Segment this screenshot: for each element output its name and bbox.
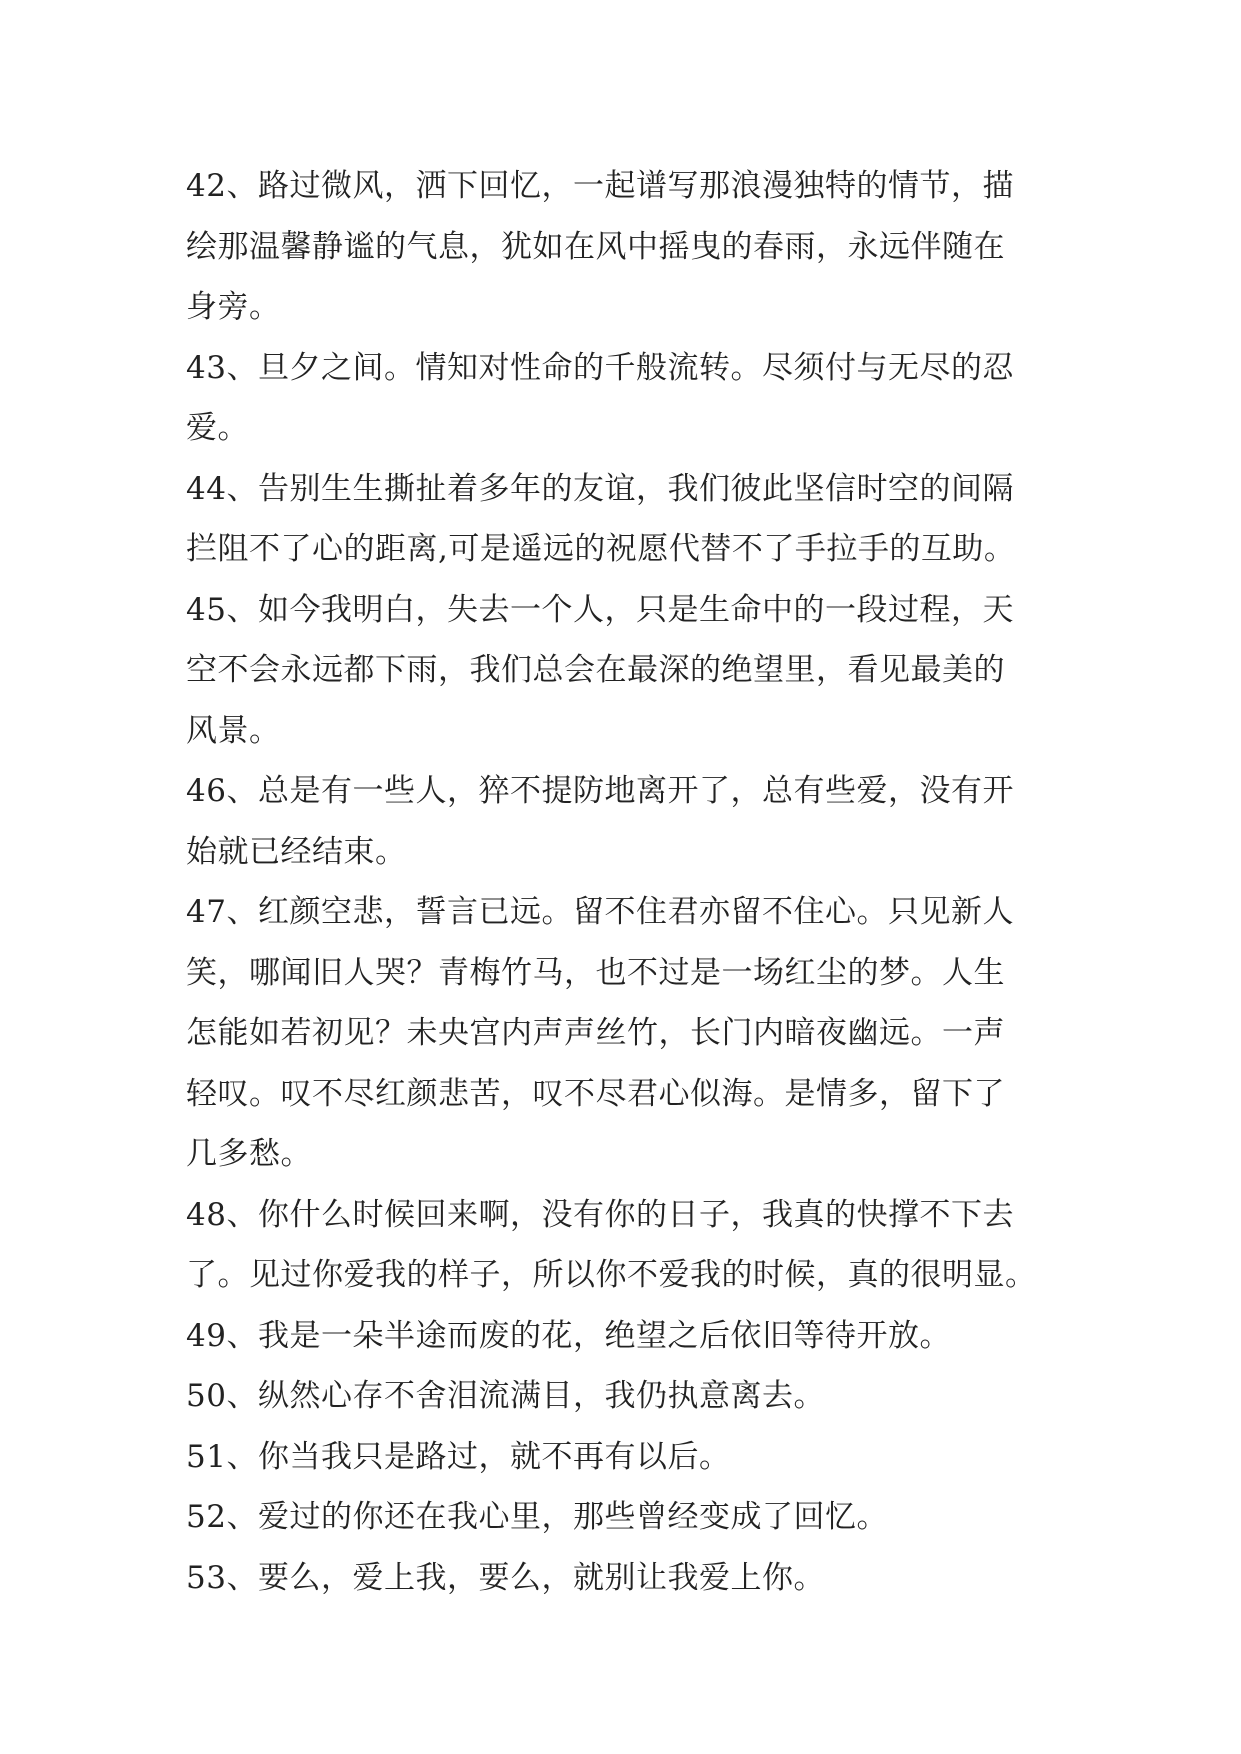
- text-line: 爱。: [186, 410, 249, 446]
- text-line: 47、红颜空悲，誓言已远。留不住君亦留不住心。只见新人: [186, 894, 1014, 930]
- text-line: 始就已经结束。: [186, 833, 407, 870]
- text-line: 49、我是一朵半途而废的花，绝望之后依旧等待开放。: [186, 1317, 951, 1354]
- text-line: 52、爱过的你还在我心里，那些曾经变成了回忆。: [186, 1499, 888, 1535]
- text-line: 怎能如若初见？未央宫内声声丝竹，长门内暗夜幽远。一声: [186, 1015, 1005, 1051]
- text-line: 空不会永远都下雨，我们总会在最深的绝望里，看见最美的: [186, 652, 1005, 688]
- text-line: 45、如今我明白，失去一个人，只是生命中的一段过程，天: [186, 591, 1014, 628]
- text-line: 笑，哪闻旧人哭？青梅竹马，也不过是一场红尘的梦。人生: [186, 954, 1005, 991]
- text-line: 了。见过你爱我的样子，所以你不爱我的时候，真的很明显。: [186, 1257, 1037, 1293]
- text-line: 身旁。: [186, 289, 281, 325]
- text-line: 拦阻不了心的距离,可是遥远的祝愿代替不了手拉手的互助。: [186, 531, 1016, 567]
- text-line: 风景。: [186, 712, 281, 749]
- document-body: [186, 156, 1066, 1608]
- text-line: 44、告别生生撕扯着多年的友谊，我们彼此坚信时空的间隔: [186, 470, 1014, 507]
- text-line: 46、总是有一些人，猝不提防地离开了，总有些爱，没有开: [186, 773, 1014, 809]
- text-line: 几多愁。: [186, 1136, 312, 1172]
- text-line: 42、路过微风，洒下回忆，一起谱写那浪漫独特的情节，描: [186, 168, 1014, 204]
- text-line: 53、要么，爱上我，要么，就别让我爱上你。: [186, 1559, 825, 1596]
- text-line: 51、你当我只是路过，就不再有以后。: [186, 1438, 731, 1475]
- text-line: 43、旦夕之间。情知对性命的千般流转。尽须付与无尽的忍: [186, 349, 1014, 386]
- text-line: 轻叹。叹不尽红颜悲苦，叹不尽君心似海。是情多，留下了: [186, 1075, 1005, 1112]
- text-line: 50、纵然心存不舍泪流满目，我仍执意离去。: [186, 1378, 825, 1414]
- text-line: 绘那温馨静谧的气息，犹如在风中摇曳的春雨，永远伴随在: [186, 228, 1005, 265]
- text-line: 48、你什么时候回来啊，没有你的日子，我真的快撑不下去: [186, 1196, 1014, 1233]
